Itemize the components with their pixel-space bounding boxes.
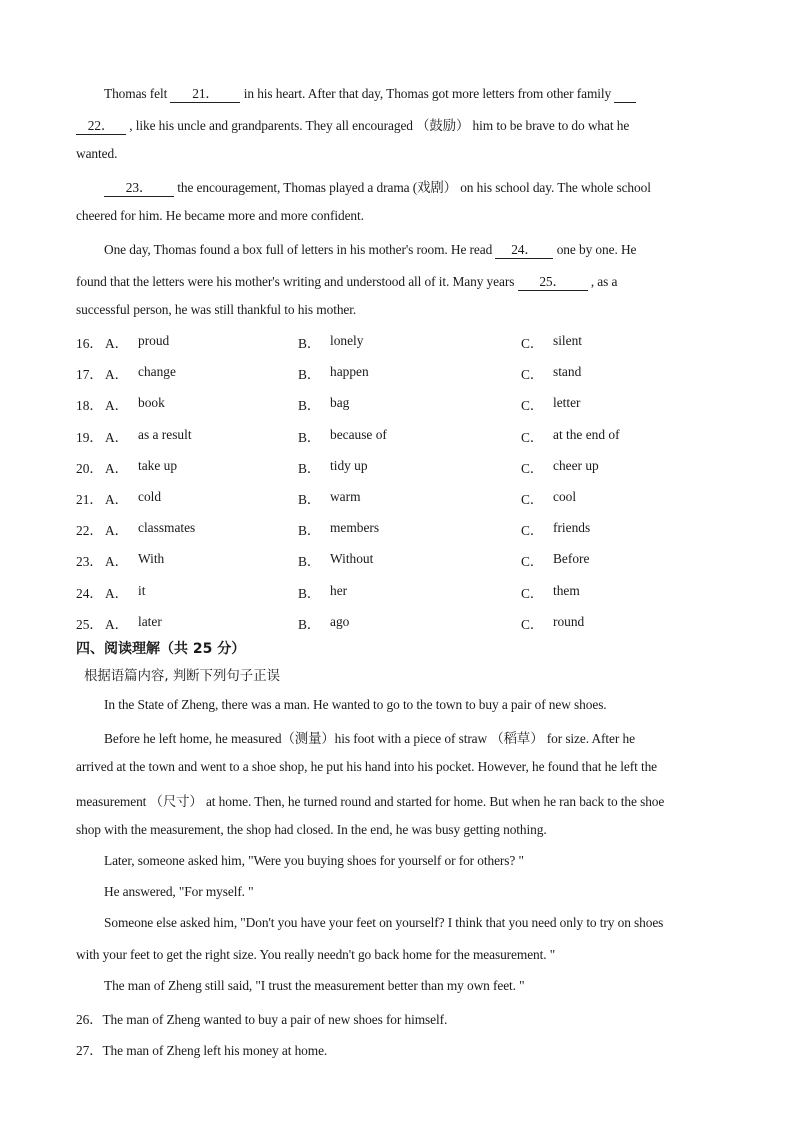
- option-a-text: change: [138, 364, 176, 379]
- option-a-label: A．: [105, 586, 129, 601]
- question-number: 22．: [76, 523, 103, 538]
- option-b-text: members: [330, 520, 380, 535]
- option-b-text: her: [330, 583, 348, 598]
- passage-text: found that the letters were his mother's writing and understood all of it. Many years: [76, 274, 515, 289]
- option-b-label: B．: [298, 430, 321, 445]
- option-c-label: C．: [521, 492, 544, 507]
- passage-line: [76, 146, 117, 162]
- option-c-text: friends: [553, 520, 591, 535]
- option-c-label: C．: [521, 523, 544, 538]
- reading-line: measurement （尺寸） at home. Then, he turned round and started for home. But when he ran back to the shoe: [76, 794, 665, 809]
- option-c-label: C．: [521, 336, 544, 351]
- passage-text: , like his uncle and grandparents. They all encouraged （鼓励） him to be brave to do what he: [129, 118, 630, 133]
- option-a-label: A．: [105, 617, 129, 632]
- passage-line: [76, 115, 629, 135]
- option-c-label: C．: [521, 398, 544, 413]
- question-number: 18．: [76, 398, 103, 413]
- reading-line: with your feet to get the right size. You really needn't go back home for the measurement. ": [76, 947, 556, 962]
- passage-text: wanted.: [76, 146, 118, 161]
- option-a-label: A．: [105, 492, 129, 507]
- blank-24: 24．: [495, 239, 553, 259]
- option-b-label: B．: [298, 336, 321, 351]
- option-a-text: it: [138, 583, 146, 598]
- passage-text: the encouragement, Thomas played a drama (戏剧） on his school day. The whole school: [177, 180, 651, 195]
- option-c-text: letter: [553, 395, 581, 410]
- section-heading: 四、阅读理解（共 25 分）: [76, 641, 246, 657]
- passage-line: [104, 83, 636, 103]
- option-c-label: C．: [521, 461, 544, 476]
- option-c-label: C．: [521, 367, 544, 382]
- question-number: 19．: [76, 430, 103, 445]
- option-b-label: B．: [298, 554, 321, 569]
- option-c-label: C．: [521, 586, 544, 601]
- passage-text: cheered for him. He became more and more confident.: [76, 208, 364, 223]
- passage-text: one by one. He: [556, 242, 637, 257]
- passage-text: in his heart. After that day, Thomas got more letters from other family: [243, 86, 612, 101]
- option-c-text: silent: [553, 333, 583, 348]
- blank-25: 25．: [518, 271, 588, 291]
- reading-line: The man of Zheng still said, "I trust the measurement better than my own feet. ": [104, 978, 525, 993]
- option-b-text: warm: [330, 489, 361, 504]
- passage-line: [76, 208, 364, 224]
- option-b-label: B．: [298, 461, 321, 476]
- question-number: 21．: [76, 492, 103, 507]
- question-number: 23．: [76, 554, 103, 569]
- blank-21: 21．: [170, 83, 240, 103]
- option-a-text: proud: [138, 333, 170, 348]
- question-number: 17．: [76, 367, 103, 382]
- option-c-text: at the end of: [553, 427, 620, 442]
- option-a-label: A．: [105, 430, 129, 445]
- option-a-label: A．: [105, 461, 129, 476]
- option-a-text: cold: [138, 489, 162, 504]
- reading-line: He answered, "For myself. ": [104, 884, 254, 899]
- question-number: 16．: [76, 336, 103, 351]
- option-b-label: B．: [298, 367, 321, 382]
- option-b-label: B．: [298, 398, 321, 413]
- passage-line: [76, 302, 356, 318]
- option-c-text: Before: [553, 551, 590, 566]
- option-b-text: ago: [330, 614, 350, 629]
- option-a-text: classmates: [138, 520, 196, 535]
- reading-line: In the State of Zheng, there was a man. He wanted to go to the town to buy a pair of new shoes.: [104, 697, 607, 712]
- option-b-label: B．: [298, 523, 321, 538]
- option-a-label: A．: [105, 554, 129, 569]
- option-a-text: take up: [138, 458, 178, 473]
- option-a-label: A．: [105, 523, 129, 538]
- passage-text: One day, Thomas found a box full of letters in his mother's room. He read: [104, 242, 493, 257]
- option-a-text: book: [138, 395, 165, 410]
- option-c-label: C．: [521, 617, 544, 632]
- option-b-label: B．: [298, 492, 321, 507]
- reading-line: shop with the measurement, the shop had closed. In the end, he was busy getting nothing.: [76, 822, 547, 837]
- question-26: 26．The man of Zheng wanted to buy a pair of new shoes for himself.: [76, 1012, 448, 1027]
- question-number: 20．: [76, 461, 103, 476]
- option-c-text: them: [553, 583, 580, 598]
- question-27: 27．The man of Zheng left his money at home.: [76, 1043, 328, 1058]
- passage-line: [104, 239, 636, 259]
- option-b-label: B．: [298, 617, 321, 632]
- passage-line: [104, 177, 651, 197]
- reading-line: Someone else asked him, "Don't you have your feet on yourself? I think that you need only to try on shoes: [104, 915, 664, 930]
- option-a-text: With: [138, 551, 165, 566]
- passage-line: [76, 271, 617, 291]
- section-instruction: 根据语篇内容, 判断下列句子正误: [84, 669, 280, 684]
- blank-23: 23．: [104, 177, 174, 197]
- option-c-text: round: [553, 614, 585, 629]
- option-c-text: cheer up: [553, 458, 599, 473]
- passage-text: Thomas felt: [104, 86, 168, 101]
- reading-line: Before he left home, he measured（测量）his foot with a piece of straw （稻草） for size. After he: [104, 731, 635, 746]
- passage-text: , as a: [590, 274, 618, 289]
- option-a-label: A．: [105, 336, 129, 351]
- question-number: 24．: [76, 586, 103, 601]
- option-a-text: as a result: [138, 427, 192, 442]
- option-a-text: later: [138, 614, 162, 629]
- option-b-text: tidy up: [330, 458, 368, 473]
- passage-text: successful person, he was still thankful to his mother.: [76, 302, 357, 317]
- option-c-label: C．: [521, 554, 544, 569]
- question-number: 25．: [76, 617, 103, 632]
- option-c-text: stand: [553, 364, 582, 379]
- option-b-text: bag: [330, 395, 350, 410]
- blank-22: 22．: [76, 115, 126, 135]
- option-a-label: A．: [105, 367, 129, 382]
- option-b-text: happen: [330, 364, 369, 379]
- option-c-text: cool: [553, 489, 577, 504]
- option-b-text: because of: [330, 427, 387, 442]
- option-b-text: Without: [330, 551, 374, 566]
- reading-line: Later, someone asked him, "Were you buying shoes for yourself or for others? ": [104, 853, 524, 868]
- reading-line: arrived at the town and went to a shoe shop, he put his hand into his pocket. However, he found that he left the: [76, 759, 658, 774]
- option-b-label: B．: [298, 586, 321, 601]
- option-b-text: lonely: [330, 333, 364, 348]
- blank-22-start: [614, 86, 636, 103]
- option-c-label: C．: [521, 430, 544, 445]
- option-a-label: A．: [105, 398, 129, 413]
